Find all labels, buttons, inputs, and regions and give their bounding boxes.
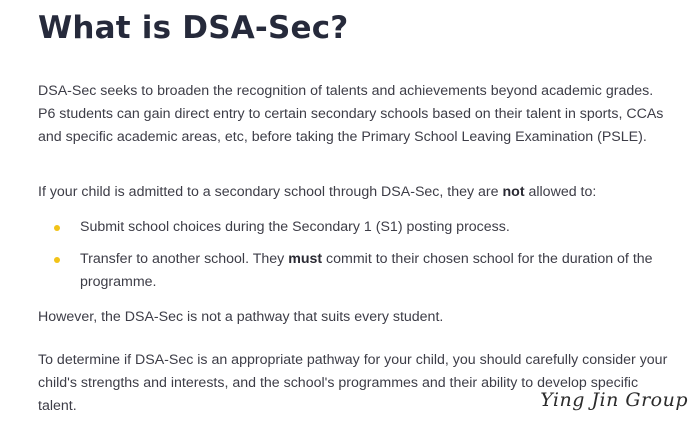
list-item-emphasis: must bbox=[288, 251, 323, 267]
intro-paragraph: DSA-Sec seeks to broaden the recognition of talents and achievements beyond academic grades. P6 students can gain direct entry to certain secondary schools based on their talent in sports, CCAs and specific academic areas, etc, before taking the Primary School Leaving Examination (PSLE). bbox=[38, 83, 664, 145]
pathway-note-paragraph: However, the DSA-Sec is not a pathway that suits every student. bbox=[38, 309, 444, 325]
list-item-text: Transfer to another school. They bbox=[80, 251, 289, 267]
advice-paragraph: To determine if DSA-Sec is an appropriate pathway for your child, you should carefully consider your child's strengths and interests, and the school's programmes and their ability to develop specific talent. bbox=[38, 352, 668, 414]
restriction-intro-paragraph bbox=[38, 181, 668, 204]
list-item bbox=[38, 216, 668, 239]
restriction-list bbox=[38, 216, 668, 303]
list-item-text: Submit school choices during the Secondary 1 (S1) posting process. bbox=[80, 219, 510, 235]
list-item-text-end: commit to their chosen school for the duration of the programme. bbox=[80, 251, 653, 290]
restriction-intro-text: If your child is admitted to a secondary school through DSA-Sec, they are bbox=[38, 184, 503, 200]
restriction-intro-text-end: allowed to: bbox=[524, 184, 597, 200]
watermark-signature: Ying Jin Group bbox=[540, 389, 688, 411]
list-item bbox=[38, 248, 668, 294]
bullet-dot-icon bbox=[54, 225, 60, 231]
bullet-dot-icon bbox=[54, 257, 60, 263]
page-title: What is DSA-Sec? bbox=[38, 10, 349, 46]
restriction-emphasis: not bbox=[502, 184, 525, 200]
